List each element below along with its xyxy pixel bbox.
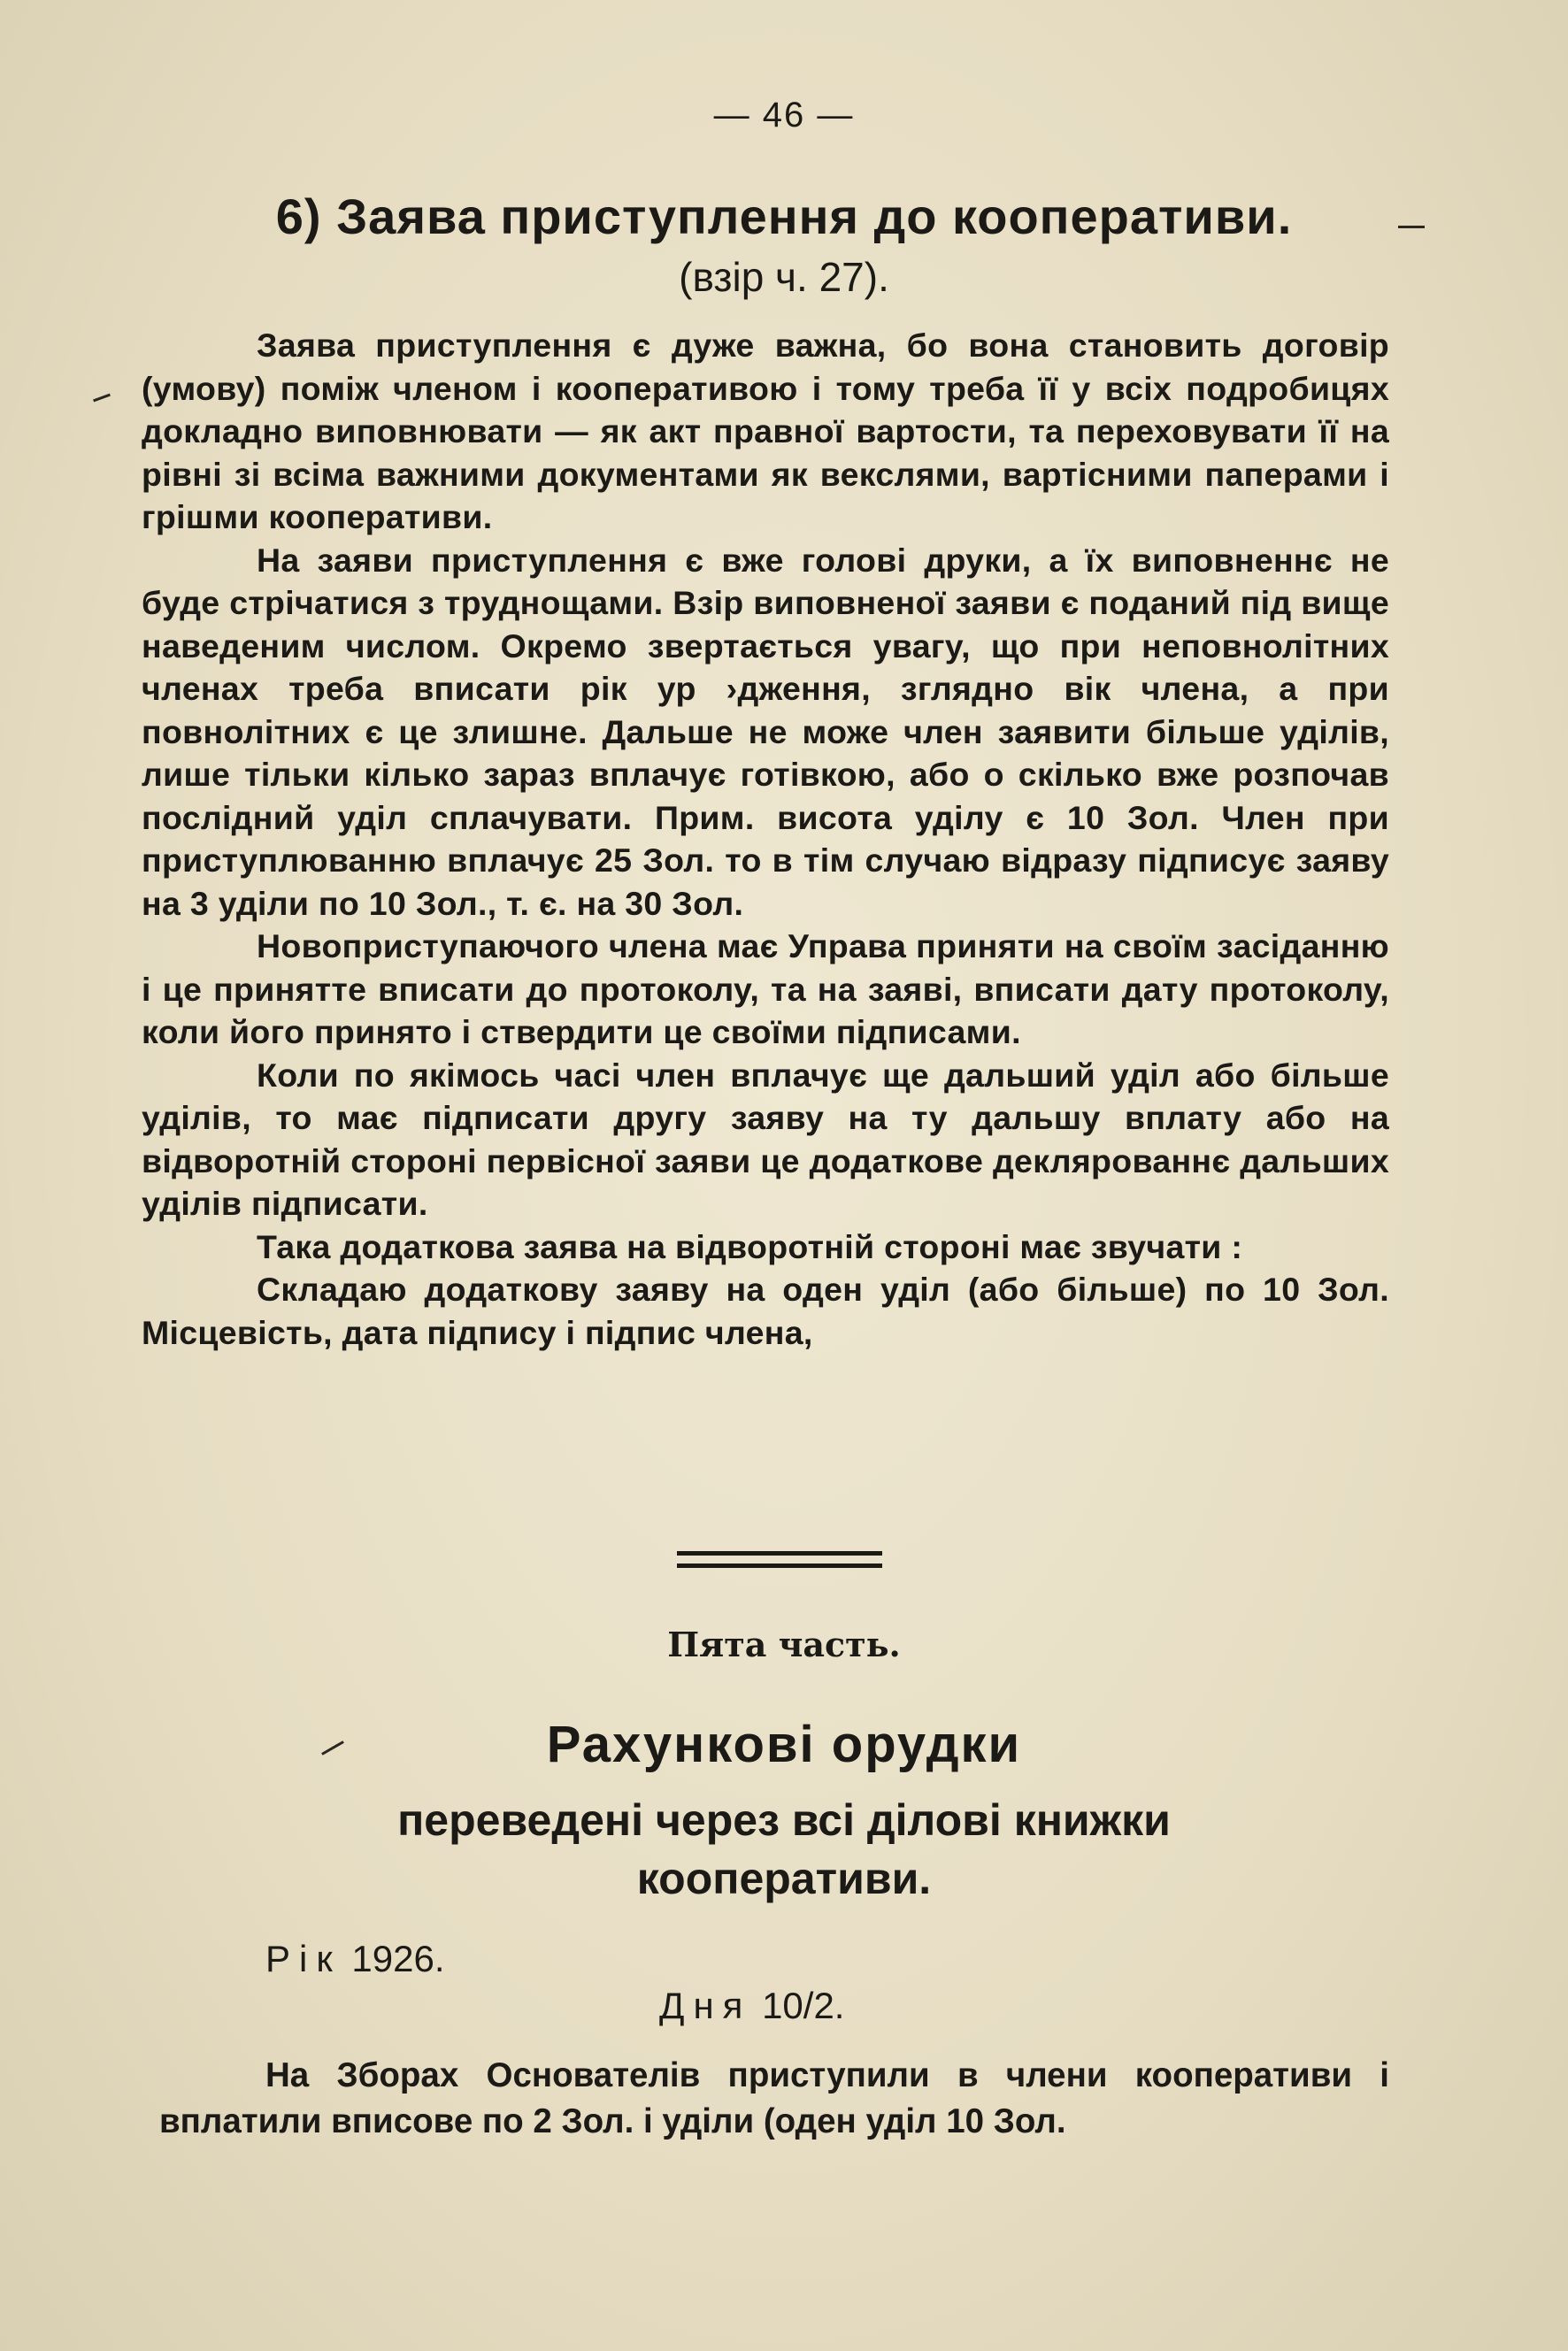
part-subtitle-line: кооперативи. xyxy=(636,1854,932,1903)
double-rule-divider xyxy=(677,1551,882,1572)
stray-mark xyxy=(93,394,111,403)
paragraph: Коли по якімось часі член вплачує ще дальший уділ або більше уділів, то має підписати другу заяву на ту дальшу вплату або на відворотній стороні первісної заяви це додаткове деклярованнє дальших уділів підписати. xyxy=(142,1056,1389,1222)
day-label: Дня xyxy=(659,1985,752,2026)
paragraph: На заяви приступлення є вже голові друки, а їх виповненнє не буде стрічатися з труднощами. Взір виповненої заяви є поданий під вище наведеним числом. Окремо звертається увагу, що при неповнолітних членах треба вписати рік ур ›дження, зглядно вік члена, а при повнолітних є це злишне. Дальше не може член заявити більше уділів, лише тільки кілько зараз вплачує готівкою, або о скілько вже розпочав послідний уділ сплачувати. Прим. висота уділу є 10 Зол. Член при приступлюванню вплачує 25 Зол. то в тім случаю відразу підписує заяву на 3 уділи по 10 Зол., т. є. на 30 Зол. xyxy=(142,541,1389,922)
day-value: 10/2. xyxy=(762,1985,845,2026)
paragraph: Складаю додаткову заяву на оден уділ (або більше) по 10 Зол. Місцевість, дата підпису і підпис члена, xyxy=(142,1271,1389,1351)
year-line xyxy=(265,1938,445,1980)
body-text xyxy=(142,324,1389,1354)
page-number: — 46 — xyxy=(713,96,855,134)
part-title: Рахункові орудки xyxy=(546,1716,1022,1773)
record-text xyxy=(159,2053,1389,2145)
paragraph: Така додаткова заява на відворотній стороні має звучати : xyxy=(257,1227,1243,1265)
section-title: 6) Заява приступлення до кооперативи. xyxy=(275,188,1293,244)
section-subtitle: (взір ч. 27). xyxy=(679,254,889,300)
paragraph: Новоприступаючого члена має Управа приняти на своїм засіданню і це принятте вписати до протоколу, та на заяві, вписати дату протоколу, коли його принято і ствердити це своїми підписами. xyxy=(142,927,1389,1050)
paragraph: Заява приступлення є дуже важна, бо вона становить договір (умову) поміж членом і кооперативою і тому треба її у всіх подробицях докладно виповнювати — як акт правної вартости, та переховувати її на рівні зі всіма важними документами як векслями, вартісними паперами і грішми кооперативи. xyxy=(142,327,1389,535)
day-line xyxy=(659,1985,844,2027)
year-value: 1926. xyxy=(351,1938,445,1979)
year-label: Рік xyxy=(265,1938,342,1979)
part-subtitle xyxy=(0,1791,1568,1908)
part-heading: Пята часть. xyxy=(667,1625,901,1664)
stray-mark xyxy=(1398,226,1425,228)
paragraph: На Зборах Основателів приступили в члени кооперативи і вплатили вписове по 2 Зол. і уділи (оден уділ 10 Зол. xyxy=(159,2056,1389,2140)
part-subtitle-line: переведені через всі ділові книжки xyxy=(397,1795,1171,1845)
